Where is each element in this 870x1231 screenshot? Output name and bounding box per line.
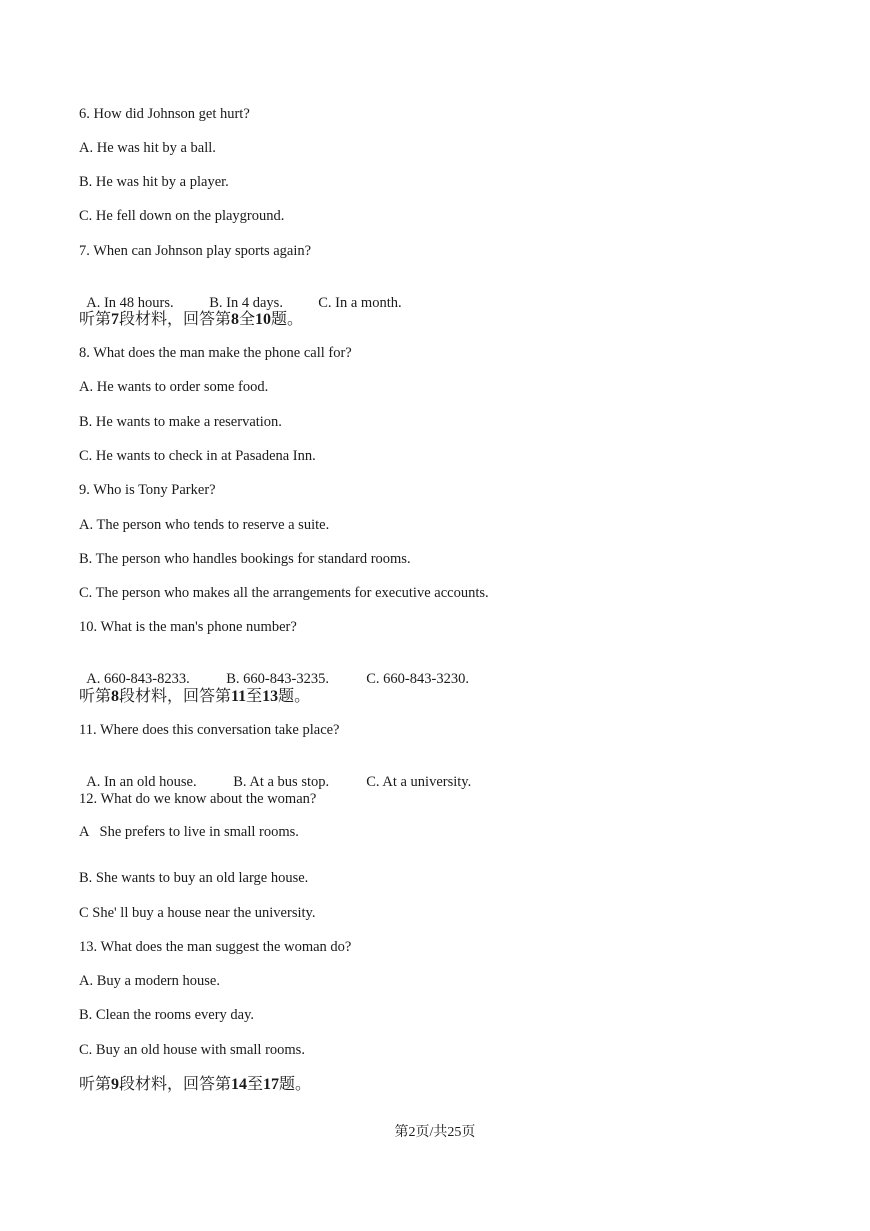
q12-option-b: B. She wants to buy an old large house.: [79, 870, 309, 886]
q8-option-a: A. He wants to order some food.: [79, 379, 269, 395]
section-7-heading: 听第7段材料，回答第8全10题。: [79, 309, 304, 328]
question-10: 10. What is the man's phone number?: [79, 619, 297, 635]
q10-option-b: B. 660-843-3235.: [226, 671, 329, 687]
q7-option-c: C. In a month.: [318, 295, 402, 311]
q7-options: [79, 276, 402, 312]
q11-options: [79, 755, 471, 791]
q8-option-c: C. He wants to check in at Pasadena Inn.: [79, 448, 316, 464]
q8-option-b: B. He wants to make a reservation.: [79, 414, 282, 430]
q11-option-a: A. In an old house.: [86, 774, 197, 790]
q6-option-a: A. He was hit by a ball.: [79, 140, 216, 156]
q9-option-c: C. The person who makes all the arrangements for executive accounts.: [79, 585, 489, 601]
q6-option-b: B. He was hit by a player.: [79, 174, 229, 190]
q13-option-a: A. Buy a modern house.: [79, 973, 220, 989]
question-11: 11. Where does this conversation take place?: [79, 722, 340, 738]
q11-option-c: C. At a university.: [366, 774, 472, 790]
q11-option-b: B. At a bus stop.: [233, 774, 330, 790]
q7-option-a: A. In 48 hours.: [86, 295, 174, 311]
q13-option-c: C. Buy an old house with small rooms.: [79, 1042, 305, 1058]
question-9: 9. Who is Tony Parker?: [79, 482, 216, 498]
section-8-heading: 听第8段材料，回答第11至13题。: [79, 686, 311, 705]
q10-option-a: A. 660-843-8233.: [86, 671, 190, 687]
page-number: 第2页/共25页: [394, 1125, 476, 1140]
q6-option-c: C. He fell down on the playground.: [79, 208, 285, 224]
q7-option-b: B. In 4 days.: [209, 295, 283, 311]
question-6: 6. How did Johnson get hurt?: [79, 106, 250, 122]
q12-option-a: A She prefers to live in small rooms.: [79, 824, 299, 840]
q9-option-a: A. The person who tends to reserve a suite.: [79, 517, 330, 533]
question-13: 13. What does the man suggest the woman do?: [79, 939, 352, 955]
q12-option-c: C She' ll buy a house near the university.: [79, 905, 316, 921]
q13-option-b: B. Clean the rooms every day.: [79, 1007, 255, 1023]
q9-option-b: B. The person who handles bookings for standard rooms.: [79, 551, 411, 567]
q10-options: [79, 652, 469, 688]
q10-option-c: C. 660-843-3230.: [366, 671, 469, 687]
question-8: 8. What does the man make the phone call for?: [79, 345, 352, 361]
question-12: 12. What do we know about the woman?: [79, 791, 317, 807]
question-7: 7. When can Johnson play sports again?: [79, 243, 312, 259]
section-9-heading: 听第9段材料，回答第14至17题。: [79, 1074, 312, 1093]
